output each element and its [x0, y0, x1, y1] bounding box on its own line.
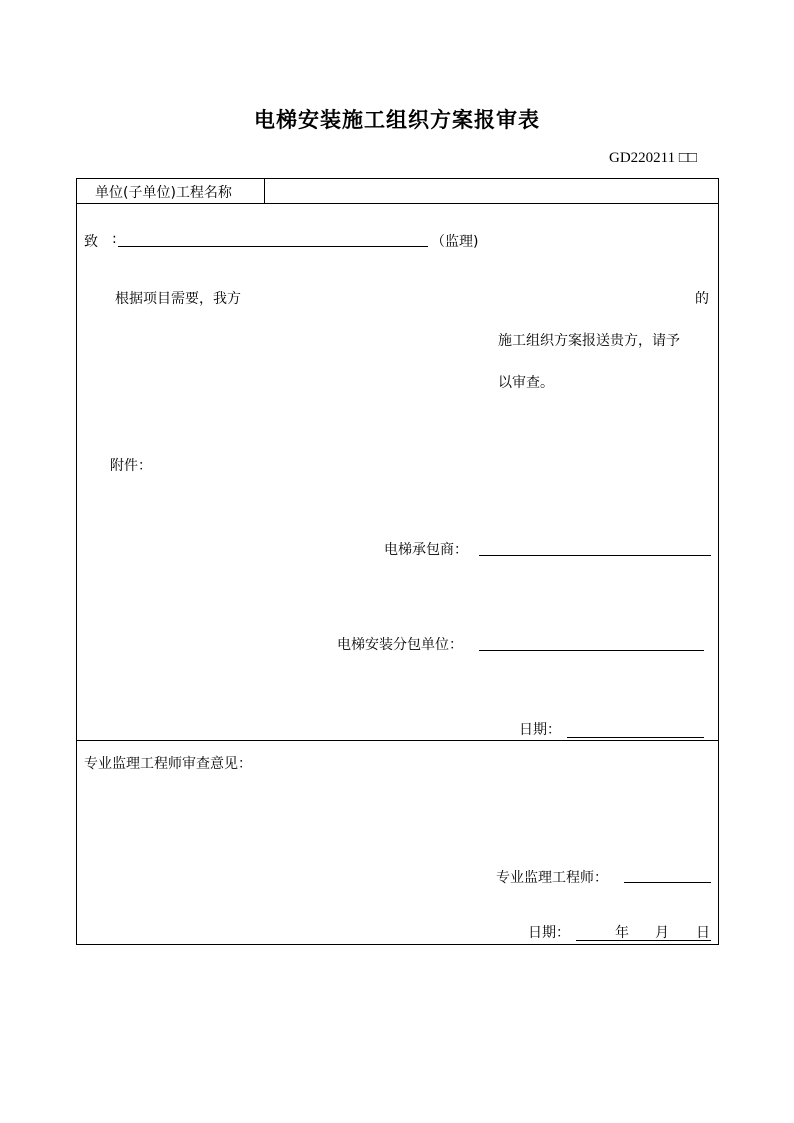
subcontractor-label: 电梯安装分包单位：	[337, 637, 463, 653]
to-colon: :	[112, 231, 117, 247]
contractor-label: 电梯承包商：	[384, 542, 468, 558]
project-name-label: 单位(子单位)工程名称	[95, 185, 232, 201]
form-code: GD220211 □□	[609, 150, 697, 166]
month-label: 月	[655, 925, 669, 941]
column-divider-header	[264, 178, 265, 203]
section2-date-label: 日期：	[528, 925, 570, 941]
body-line2: 施工组织方案报送贵方，请予	[498, 333, 680, 349]
section2-date-field[interactable]	[576, 940, 711, 941]
section1-date-field[interactable]	[567, 737, 704, 738]
supervisor-label: （监理)	[431, 234, 479, 250]
day-label: 日	[696, 925, 710, 941]
to-label: 致	[84, 234, 98, 250]
engineer-label: 专业监理工程师：	[496, 870, 608, 886]
row-divider-header	[76, 203, 719, 204]
attachment-label: 附件：	[110, 458, 152, 474]
contractor-field[interactable]	[479, 555, 711, 556]
subcontractor-field[interactable]	[479, 650, 704, 651]
opinion-label: 专业监理工程师审查意见：	[84, 756, 252, 772]
opinion-field[interactable]	[84, 775, 709, 855]
section1-date-label: 日期：	[519, 722, 561, 738]
supervisor-name-field[interactable]	[118, 246, 428, 247]
project-name-field[interactable]	[266, 180, 717, 202]
body-line3: 以审查。	[498, 375, 554, 391]
engineer-field[interactable]	[624, 882, 711, 883]
body-line1-end: 的	[695, 291, 709, 307]
body-line1-start: 根据项目需要，我方	[115, 291, 241, 307]
row-divider-section	[76, 740, 719, 741]
year-label: 年	[615, 925, 629, 941]
form-title: 电梯安装施工组织方案报审表	[254, 107, 540, 132]
